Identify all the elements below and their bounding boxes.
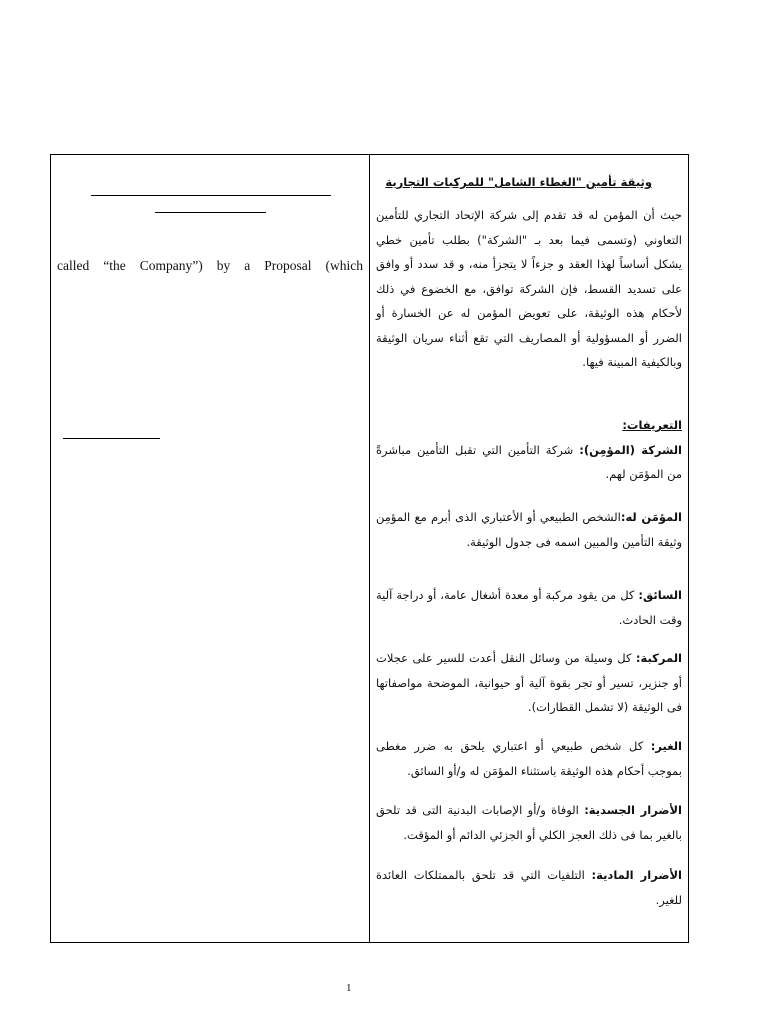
policy-title: وثيقة تأمين "الغطاء الشامل" للمركبات التجارية [385, 175, 652, 189]
page-number: 1 [346, 982, 352, 994]
definition-term: الغير: [650, 739, 682, 753]
blank-underline-1 [91, 195, 331, 196]
definition-text: كل وسيلة من وسائل النقل أعدت للسير على عجلات أو جنزير، تسير أو تجر بقوة آلية أو حيوانية، الموضحة مواصفاتها فى الوثيقة (لا تشمل القطارات). [376, 651, 682, 714]
intro-paragraph: حيث أن المؤمن له قد تقدم إلى شركة الإتحاد التجاري للتأمين التعاوني (وتسمى فيما بعد بـ "الشركة") بطلب تأمين خطي يشكل أساساً لهذا العقد و جزءاً لا يتجزأ منه، و قد سدد أو وافق على تسديد القسط، فإن الشركة توافق، مع الخضوع في ذلك لأحكام هذه الوثيقة، على تعويض المؤمن له عن الخسارة أو الضرر أو المسؤولية أو المصاريف التي تقع أثناء سريان الوثيقة وبالكيفية المبينة فيها. [376, 208, 682, 369]
definition-item [376, 438, 682, 487]
definition-item [376, 505, 682, 554]
definition-term: الأضرار الجسدية: [584, 803, 683, 817]
definition-item [376, 798, 682, 847]
arabic-column [370, 155, 688, 942]
definition-text: الوفاة و/أو الإصابات البدنية التى قد تلحق بالغير بما فى ذلك العجز الكلي أو الجزئي الدائم أو المؤقت. [376, 803, 682, 842]
definition-term: السائق: [638, 588, 682, 602]
blank-underline-2 [155, 212, 266, 213]
definitions-section [376, 413, 682, 487]
definition-text: التلفيات التي قد تلحق بالممتلكات العائدة للغير. [376, 868, 682, 907]
definition-item [376, 646, 682, 720]
definitions-heading: التعريفات: [622, 418, 682, 432]
definition-item [376, 734, 682, 783]
definition-item [376, 583, 682, 632]
blank-underline-3 [63, 438, 160, 439]
definition-text: كل من يقود مركبة أو معدة أشغال عامة، أو دراجة آلية وقت الحادث. [376, 588, 682, 627]
english-text-fragment: called “the Company”) by a Proposal (which [57, 258, 363, 273]
definition-text: الشخص الطبيعي أو الأعتباري الذى أبرم مع المؤمِن وثيقة التأمين والمبين اسمه فى جدول الوثيقة. [376, 510, 682, 549]
definition-term: الشركة (المؤمِن): [579, 442, 683, 457]
definition-text: كل شخص طبيعي أو اعتباري يلحق به ضرر مغطى بموجب أحكام هذه الوثيقة باستثناء المؤمَن له و/أو السائق. [376, 739, 682, 778]
definition-term: المؤمَن له: [620, 510, 682, 524]
definition-item [376, 863, 682, 912]
definition-term: الأضرار المادية: [591, 868, 682, 882]
definition-term: المركبة: [635, 651, 682, 665]
english-column [51, 155, 369, 942]
definition-text: شركة التأمين التي تقبل التأمين مباشرةً من المؤمَن لهم. [376, 442, 682, 481]
policy-table [50, 154, 689, 943]
